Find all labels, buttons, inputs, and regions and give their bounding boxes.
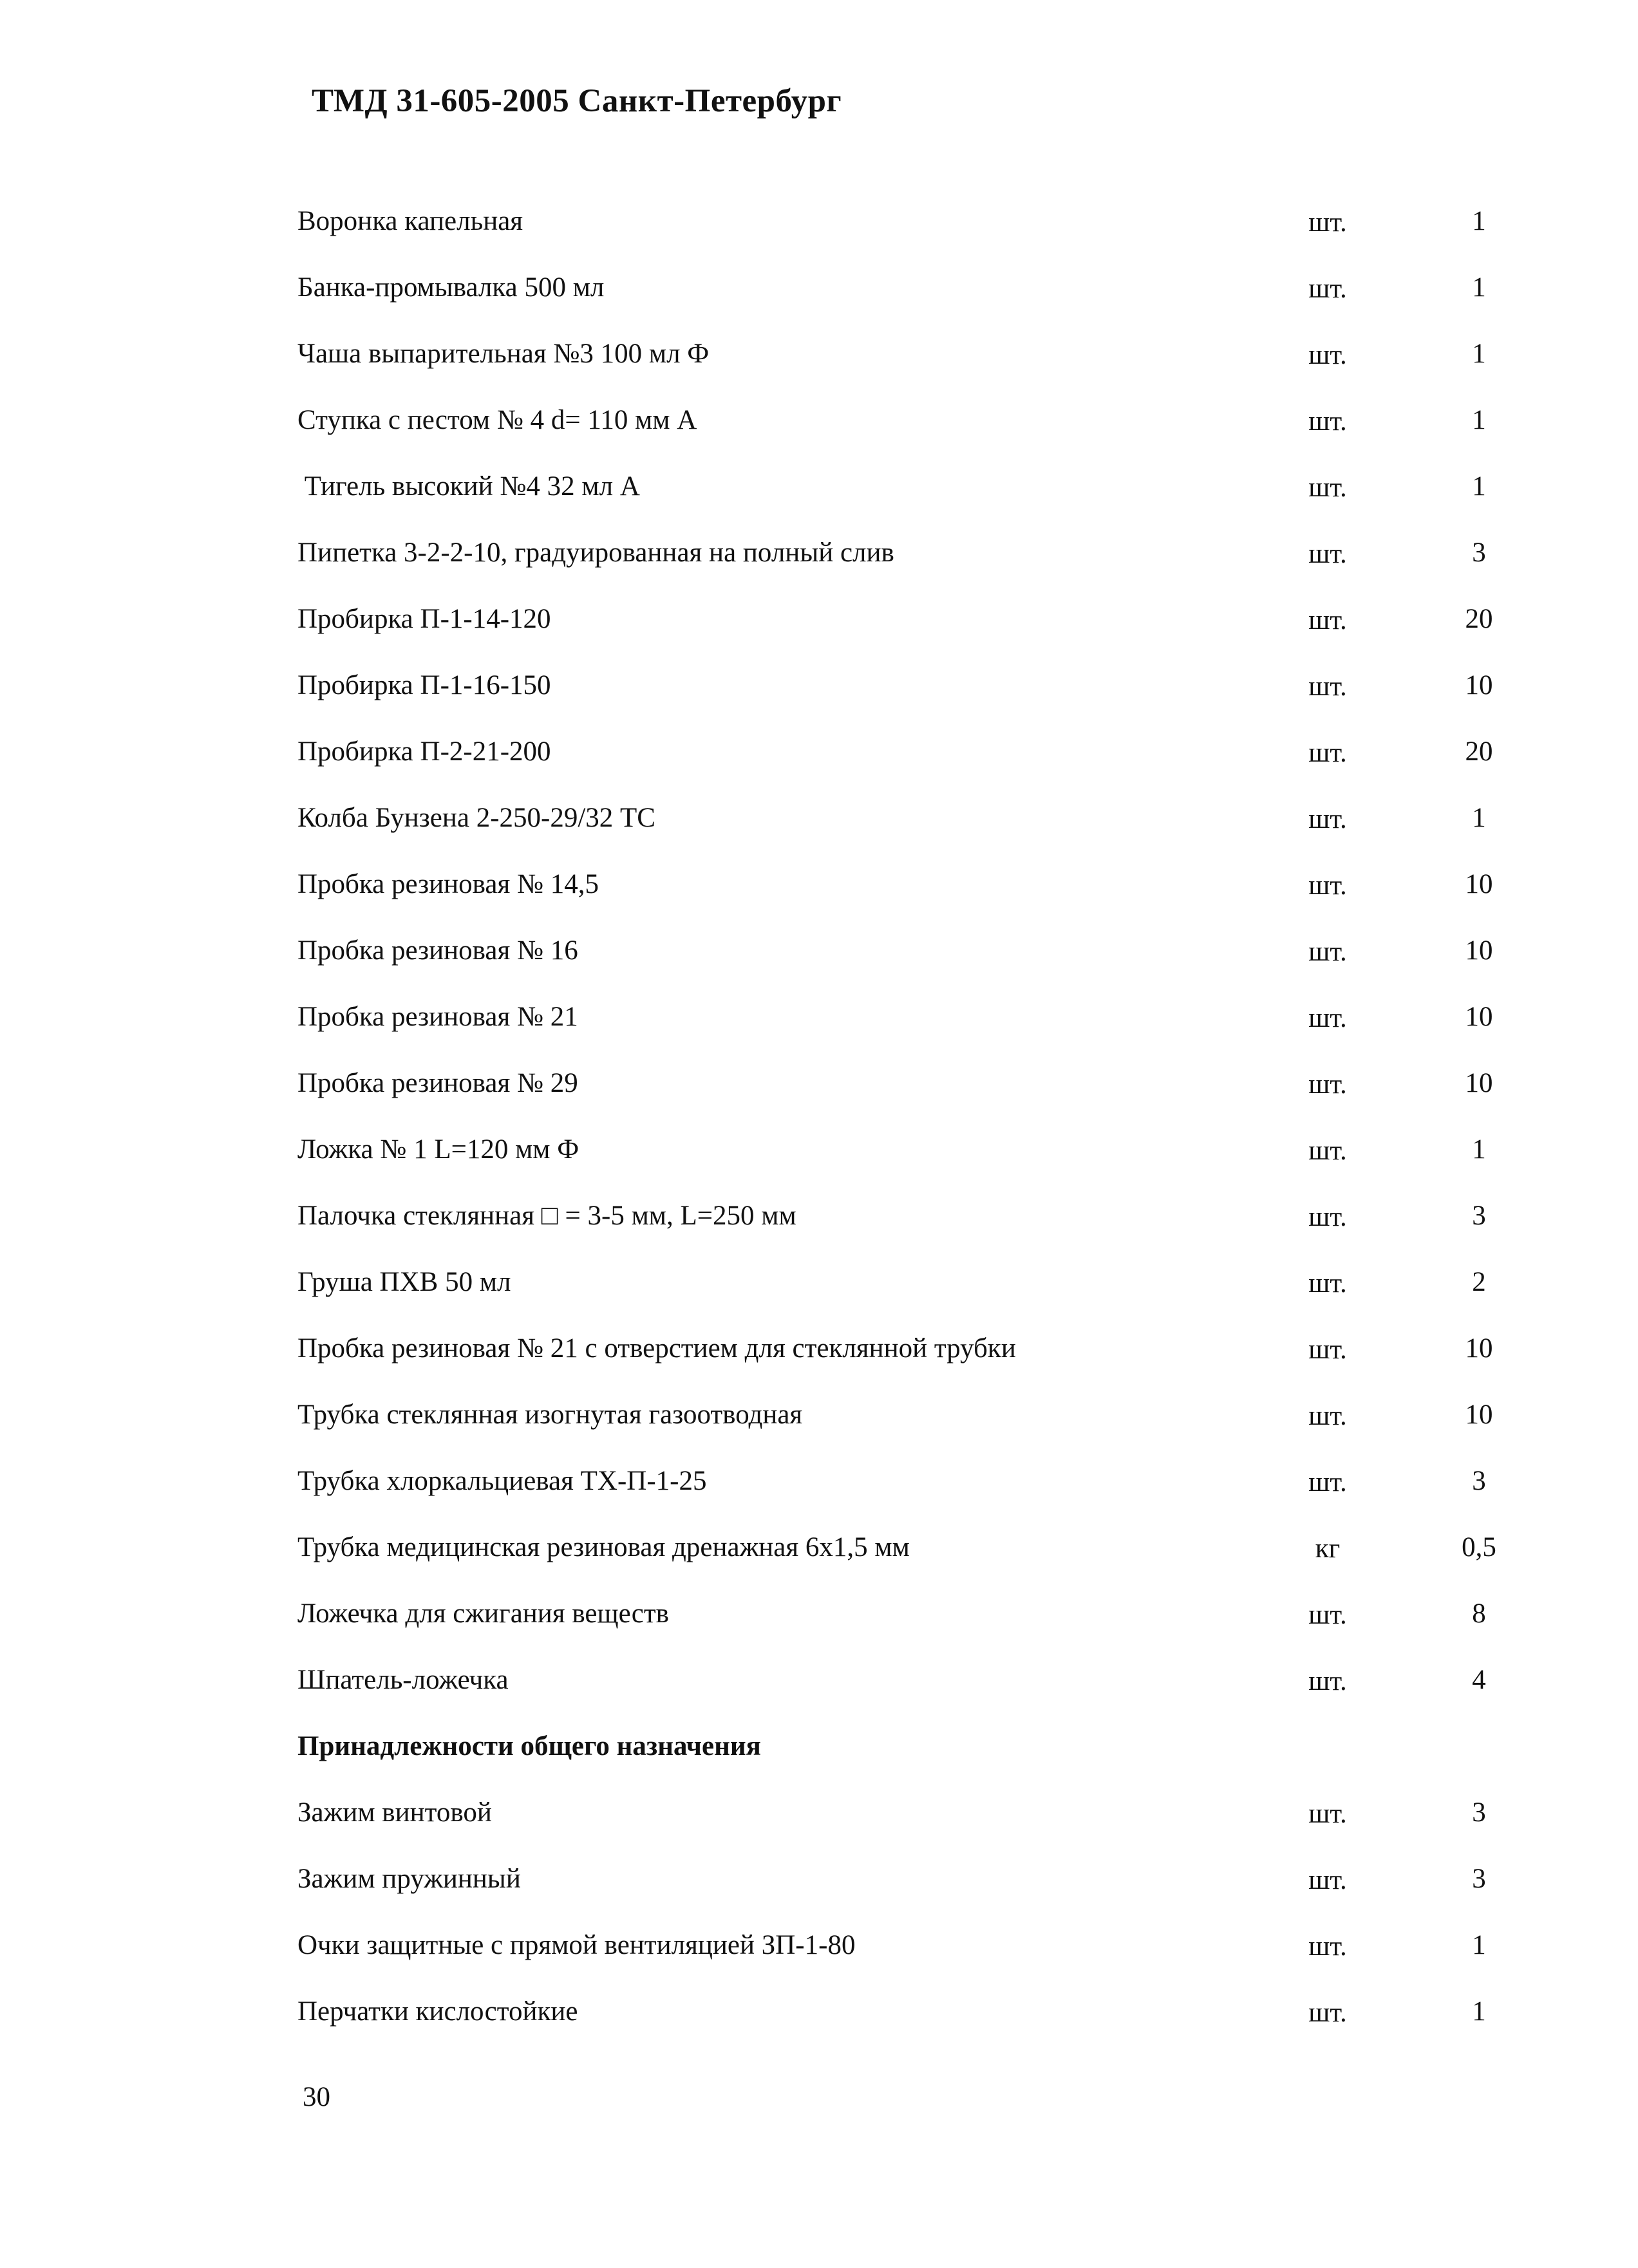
- item-unit: шт.: [1308, 1865, 1347, 1895]
- item-quantity: 10: [1465, 1333, 1493, 1364]
- item-name: Тигель высокий №4 32 мл А: [297, 471, 640, 501]
- item-unit: шт.: [1308, 1136, 1347, 1166]
- item-unit: шт.: [1308, 340, 1347, 370]
- item-quantity: 20: [1465, 736, 1493, 767]
- section-heading: [297, 1721, 1521, 1787]
- item-unit: шт.: [1308, 1401, 1347, 1431]
- item-unit: шт.: [1308, 274, 1347, 304]
- equipment-list: [297, 196, 1521, 2052]
- list-item: [297, 395, 1521, 461]
- item-quantity: 1: [1472, 1996, 1486, 2027]
- item-quantity: 3: [1472, 538, 1486, 568]
- document-header: ТМД 31-605-2005 Санкт-Петербург: [312, 83, 842, 119]
- item-unit: шт.: [1308, 937, 1347, 967]
- item-unit: шт.: [1308, 1998, 1347, 2028]
- item-name: Пробирка П-2-21-200: [297, 736, 551, 767]
- item-name: Очки защитные с прямой вентиляцией ЗП-1-80: [297, 1930, 856, 1960]
- item-name: Зажим пружинный: [297, 1864, 521, 1894]
- page-number: 30: [303, 2082, 330, 2112]
- item-unit: кг: [1315, 1533, 1341, 1564]
- item-quantity: 10: [1465, 670, 1493, 700]
- item-quantity: 1: [1472, 405, 1486, 435]
- item-name: Пробка резиновая № 14,5: [297, 869, 599, 899]
- item-quantity: 2: [1472, 1267, 1486, 1297]
- item-unit: шт.: [1308, 539, 1347, 569]
- item-quantity: 3: [1472, 1201, 1486, 1231]
- item-name: Банка-промывалка 500 мл: [297, 272, 605, 303]
- item-quantity: 1: [1472, 339, 1486, 369]
- list-item: [297, 1654, 1521, 1721]
- list-item: [297, 1124, 1521, 1190]
- list-item: [297, 328, 1521, 395]
- item-unit: шт.: [1308, 804, 1347, 834]
- item-quantity: 4: [1472, 1665, 1486, 1695]
- item-unit: шт.: [1308, 605, 1347, 635]
- item-quantity: 10: [1465, 869, 1493, 899]
- list-item: [297, 594, 1521, 660]
- item-quantity: 1: [1472, 803, 1486, 833]
- item-name: Ступка с пестом № 4 d= 110 мм А: [297, 405, 697, 435]
- item-name: Зажим винтовой: [297, 1797, 492, 1828]
- list-item: [297, 196, 1521, 262]
- list-item: [297, 1190, 1521, 1257]
- item-name: Пробирка П-1-16-150: [297, 670, 551, 700]
- item-name: Пипетка 3-2-2-10, градуированная на полный слив: [297, 538, 894, 568]
- item-quantity: 10: [1465, 935, 1493, 966]
- item-quantity: 3: [1472, 1864, 1486, 1894]
- item-unit: шт.: [1308, 1202, 1347, 1232]
- list-item: [297, 1456, 1521, 1522]
- item-quantity: 1: [1472, 272, 1486, 303]
- item-name: Колба Бунзена 2-250-29/32 ТС: [297, 803, 655, 833]
- item-unit: шт.: [1308, 671, 1347, 702]
- list-item: [297, 1058, 1521, 1124]
- list-item: [297, 1323, 1521, 1389]
- list-item: [297, 1920, 1521, 1986]
- item-name: Перчатки кислостойкие: [297, 1996, 578, 2027]
- list-item: [297, 859, 1521, 925]
- list-item: [297, 792, 1521, 859]
- item-unit: шт.: [1308, 1467, 1347, 1497]
- item-name: Ложечка для сжигания веществ: [297, 1598, 669, 1629]
- item-name: Палочка стеклянная □ = 3-5 мм, L=250 мм: [297, 1201, 796, 1231]
- item-quantity: 1: [1472, 206, 1486, 236]
- item-quantity: 1: [1472, 1134, 1486, 1165]
- item-name: Пробка резиновая № 21: [297, 1002, 578, 1032]
- list-item: [297, 262, 1521, 328]
- item-quantity: 3: [1472, 1797, 1486, 1828]
- item-quantity: 1: [1472, 1930, 1486, 1960]
- list-item: [297, 991, 1521, 1058]
- item-unit: шт.: [1308, 1069, 1347, 1100]
- list-item: [297, 1588, 1521, 1654]
- list-item: [297, 925, 1521, 991]
- list-item: [297, 527, 1521, 594]
- item-name: Трубка стеклянная изогнутая газоотводная: [297, 1400, 803, 1430]
- item-name: Шпатель-ложечка: [297, 1665, 509, 1695]
- item-unit: шт.: [1308, 1931, 1347, 1962]
- item-unit: шт.: [1308, 207, 1347, 238]
- item-name: Пробка резиновая № 16: [297, 935, 578, 966]
- item-unit: шт.: [1308, 738, 1347, 768]
- item-unit: шт.: [1308, 1335, 1347, 1365]
- item-unit: шт.: [1308, 1600, 1347, 1630]
- item-name: Пробка резиновая № 21 с отверстием для стеклянной трубки: [297, 1333, 1016, 1364]
- item-quantity: 8: [1472, 1598, 1486, 1629]
- item-name: Ложка № 1 L=120 мм Ф: [297, 1134, 579, 1165]
- list-item: [297, 1787, 1521, 1853]
- item-quantity: 1: [1472, 471, 1486, 501]
- item-unit: шт.: [1308, 1003, 1347, 1033]
- item-name: Воронка капельная: [297, 206, 523, 236]
- item-quantity: 10: [1465, 1002, 1493, 1032]
- list-item: [297, 726, 1521, 792]
- item-quantity: 10: [1465, 1068, 1493, 1098]
- item-name: Груша ПХВ 50 мл: [297, 1267, 511, 1297]
- item-quantity: 3: [1472, 1466, 1486, 1496]
- list-item: [297, 660, 1521, 726]
- list-item: [297, 1522, 1521, 1588]
- list-item: [297, 1853, 1521, 1920]
- item-name: Пробирка П-1-14-120: [297, 604, 551, 634]
- item-name: Пробка резиновая № 29: [297, 1068, 578, 1098]
- item-name: Трубка хлоркальциевая ТХ-П-1-25: [297, 1466, 707, 1496]
- list-item: [297, 1257, 1521, 1323]
- section-title: Принадлежности общего назначения: [297, 1731, 761, 1761]
- item-name: Трубка медицинская резиновая дренажная 6х1,5 мм: [297, 1532, 910, 1562]
- list-item: [297, 1986, 1521, 2052]
- item-name: Чаша выпарительная №3 100 мл Ф: [297, 339, 710, 369]
- item-quantity: 10: [1465, 1400, 1493, 1430]
- list-item: [297, 1389, 1521, 1456]
- item-quantity: 20: [1465, 604, 1493, 634]
- item-unit: шт.: [1308, 1268, 1347, 1298]
- item-unit: шт.: [1308, 870, 1347, 901]
- list-item: [297, 461, 1521, 527]
- item-unit: шт.: [1308, 1666, 1347, 1696]
- item-unit: шт.: [1308, 1799, 1347, 1829]
- item-unit: шт.: [1308, 473, 1347, 503]
- item-quantity: 0,5: [1462, 1532, 1496, 1562]
- item-unit: шт.: [1308, 406, 1347, 436]
